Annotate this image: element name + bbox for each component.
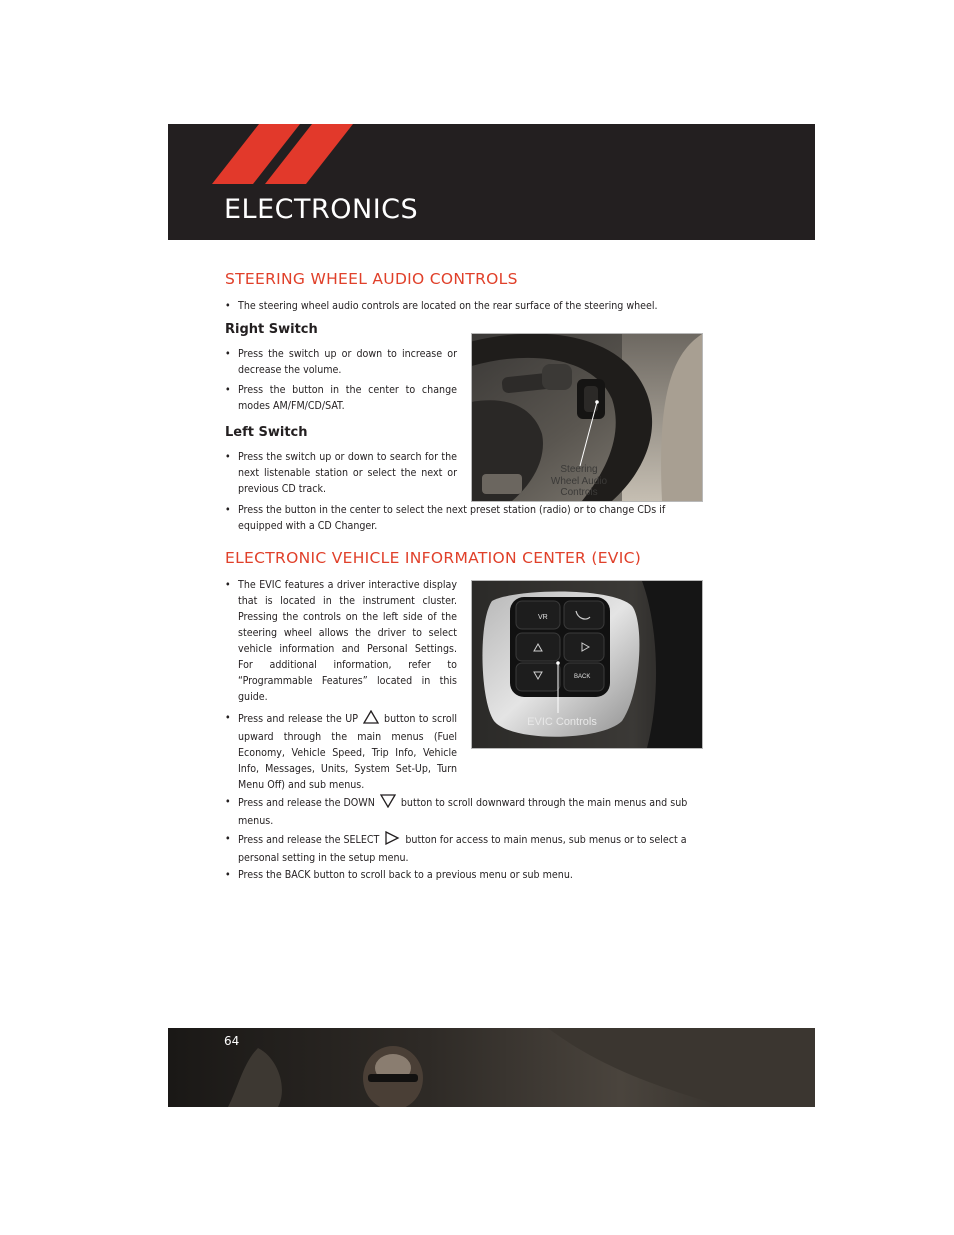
list-item: • Press the switch up or down to increase or decrease the volume.	[225, 348, 457, 376]
list-item: • Press and release the UP button to scroll upward through the main menus (Fuel Economy, Vehicle Speed, Trip Info, Vehicle Info, Messages, Units, System Set-Up, Turn Menu Off) and sub menus.	[225, 712, 457, 791]
back-button-label: BACK	[574, 674, 591, 680]
right-triangle-icon	[384, 831, 400, 850]
evic-heading: ELECTRONIC VEHICLE INFORMATION CENTER (EVIC)	[225, 549, 642, 567]
brand-stripes-icon	[212, 124, 362, 184]
section-title: ELECTRONICS	[224, 194, 419, 225]
list-item: • Press and release the SELECT button for access to main menus, sub menus or to select a personal setting in the setup menu.	[225, 833, 687, 864]
steering-photo-caption: Steering Wheel Audio Controls	[550, 464, 608, 498]
list-item: • The EVIC features a driver interactive display that is located in the instrument cluster. Pressing the controls on the left side of the steering wheel allows the driver to select vehicle information and Personal Settings. For additional information, refer to “Programmable Features” located in this guide.	[225, 579, 457, 703]
header-band	[168, 124, 815, 240]
steering-intro: • The steering wheel audio controls are located on the rear surface of the steering wheel.	[225, 300, 658, 312]
vr-button-label: VR	[538, 614, 548, 621]
list-item: • Press the switch up or down to search for the next listenable station or select the next or previous CD track.	[225, 451, 457, 495]
right-switch-heading: Right Switch	[225, 322, 318, 337]
footer-band	[168, 1028, 815, 1107]
list-item: • Press the BACK button to scroll back to a previous menu or sub menu.	[225, 869, 573, 881]
page-number: 64	[224, 1034, 240, 1048]
evic-photo-caption: EVIC Controls	[527, 716, 597, 728]
footer-photo	[168, 1028, 815, 1107]
list-item: • Press the button in the center to change modes AM/FM/CD/SAT.	[225, 384, 457, 412]
left-switch-heading: Left Switch	[225, 425, 308, 440]
steering-wheel-photo	[471, 333, 703, 502]
up-triangle-icon	[363, 710, 379, 729]
evic-controls-photo	[471, 580, 703, 749]
down-triangle-icon	[380, 794, 396, 813]
steering-heading: STEERING WHEEL AUDIO CONTROLS	[225, 270, 518, 288]
list-item: • Press the button in the center to select the next preset station (radio) or to change CDs if equipped with a CD Changer.	[225, 504, 666, 532]
list-item: • Press and release the DOWN button to scroll downward through the main menus and sub menus.	[225, 796, 688, 827]
